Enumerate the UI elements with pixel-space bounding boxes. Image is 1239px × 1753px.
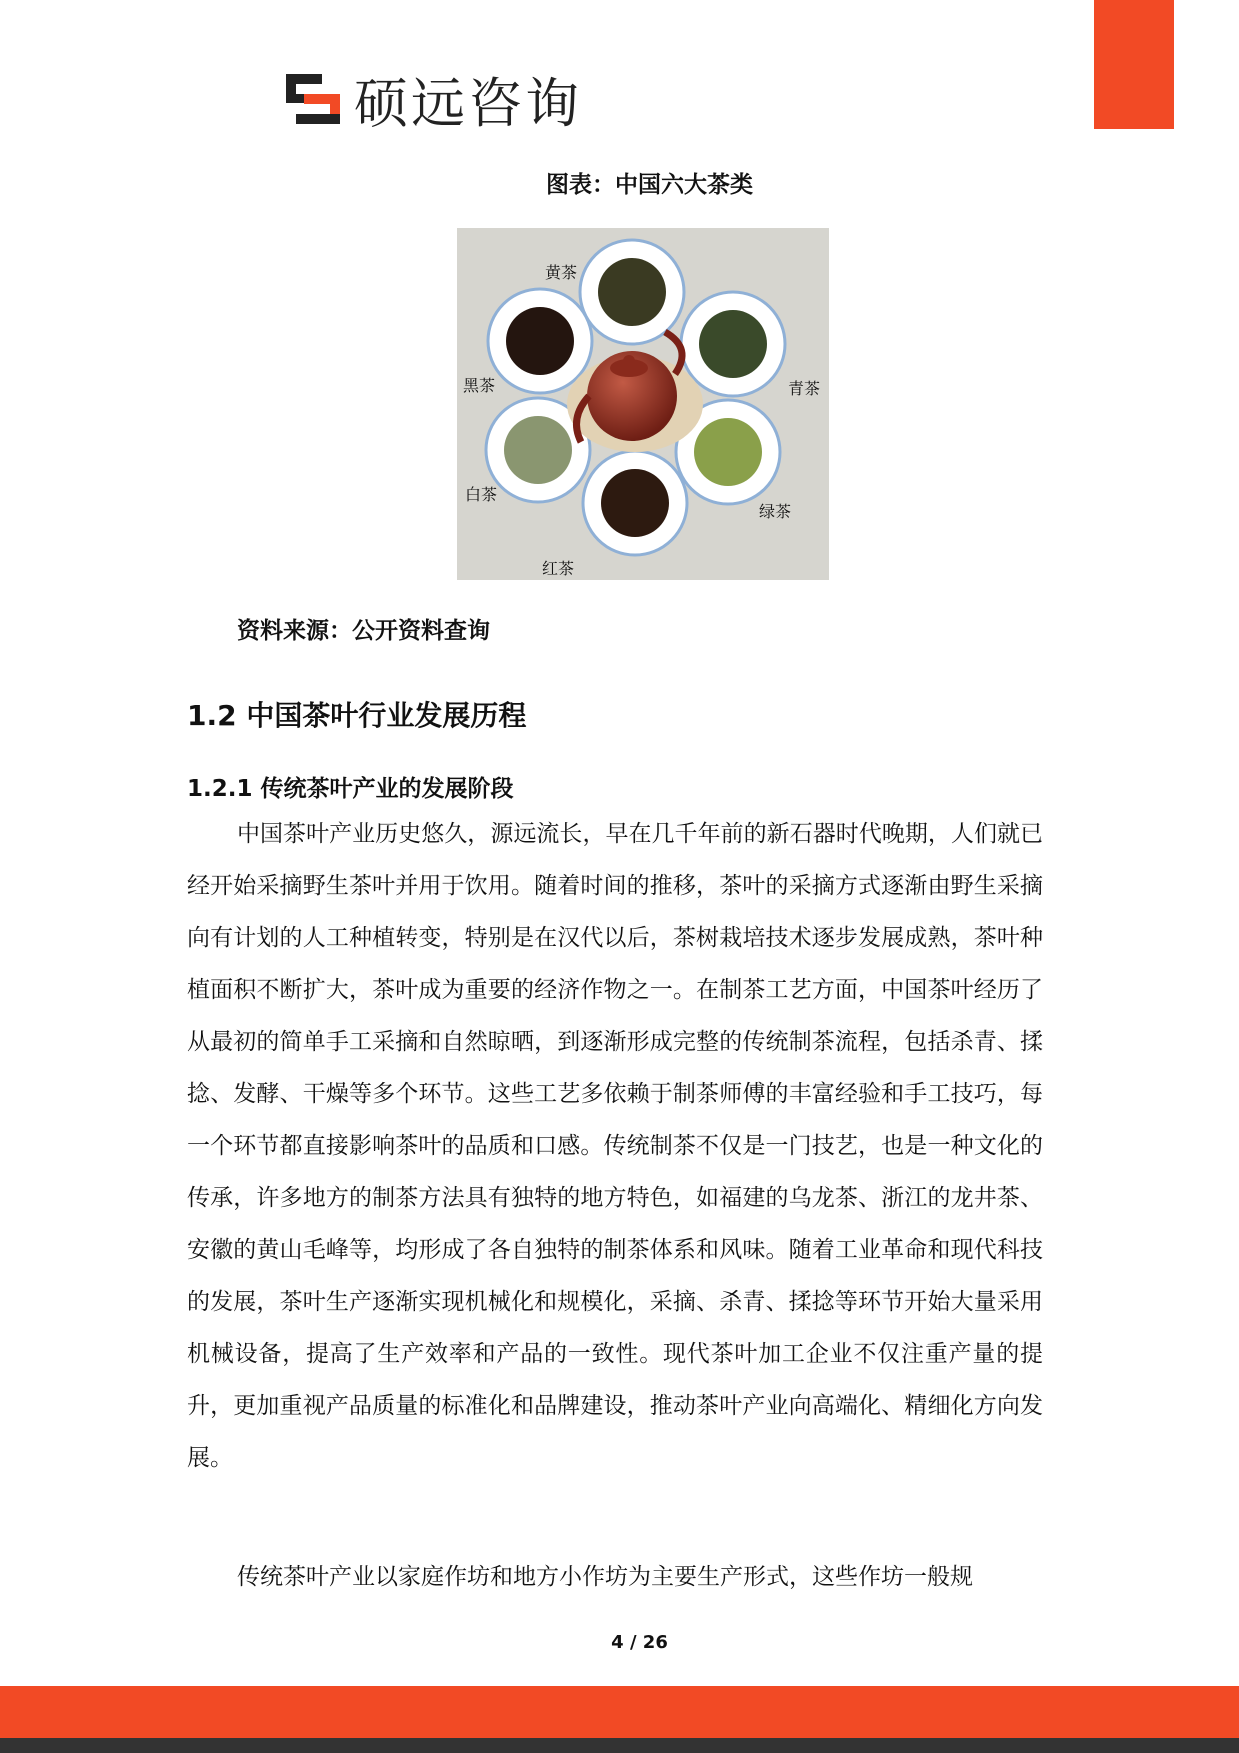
body-paragraph: 中国茶叶产业历史悠久，源远流长，早在几千年前的新石器时代晚期，人们就已经开始采摘野生茶叶并用于饮用。随着时间的推移，茶叶的采摘方式逐渐由野生采摘向有计划的人工种植转变，特别是在汉代以后，茶树栽培技术逐步发展成熟，茶叶种植面积不断扩大，茶叶成为重要的经济作物之一。在制茶工艺方面，中国茶叶经历了从最初的简单手工采摘和自然晾晒，到逐渐形成完整的传统制茶流程，包括杀青、揉捻、发酵、干燥等多个环节。这些工艺多依赖于制茶师傅的丰富经验和手工技巧，每一个环节都直接影响茶叶的品质和口感。传统制茶不仅是一门技艺，也是一种文化的传承，许多地方的制茶方法具有独特的地方特色，如福建的乌龙茶、浙江的龙井茶、安徽的黄山毛峰等，均形成了各自独特的制茶体系和风味。随着工业革命和现代科技的发展，茶叶生产逐渐实现机械化和规模化，采摘、杀青、揉捻等环节开始大量采用机械设备，提高了生产效率和产品的一致性。现代茶叶加工企业不仅注重产量的提升，更加重视产品质量的标准化和品牌建设，推动茶叶产业向高端化、精细化方向发展。 xyxy=(187,821,1043,1471)
label-white-tea: 白茶 xyxy=(465,485,498,504)
figure-source: 资料来源：公开资料查询 xyxy=(237,618,490,644)
figure-title: 图表：中国六大茶类 xyxy=(546,172,753,198)
brand-name: 硕远咨询 xyxy=(354,71,582,135)
page-number: 4 / 26 xyxy=(611,1632,668,1653)
label-oolong-tea: 青茶 xyxy=(788,379,821,398)
subsection-heading: 1.2.1 传统茶叶产业的发展阶段 xyxy=(187,776,514,802)
tea-plate-oolong xyxy=(681,292,785,396)
tea-plate-yellow xyxy=(580,240,684,344)
tea-plate-black xyxy=(488,289,592,393)
section-heading: 1.2 中国茶叶行业发展历程 xyxy=(187,699,527,732)
footer-dark-line xyxy=(0,1738,1239,1753)
corner-accent-block xyxy=(1094,0,1174,129)
label-black-tea: 黑茶 xyxy=(463,376,496,395)
label-green-tea: 绿茶 xyxy=(759,502,792,521)
six-teas-photo xyxy=(457,228,829,580)
body-paragraph: 传统茶叶产业以家庭作坊和地方小作坊为主要生产形式，这些作坊一般规 xyxy=(237,1564,973,1590)
shuoyuan-logo-icon xyxy=(284,70,342,128)
brand-logo xyxy=(284,68,582,135)
footer-accent-bar xyxy=(0,1686,1239,1738)
label-red-tea: 红茶 xyxy=(542,559,575,578)
tea-plate-red xyxy=(583,451,687,555)
label-yellow-tea: 黄茶 xyxy=(545,263,578,282)
